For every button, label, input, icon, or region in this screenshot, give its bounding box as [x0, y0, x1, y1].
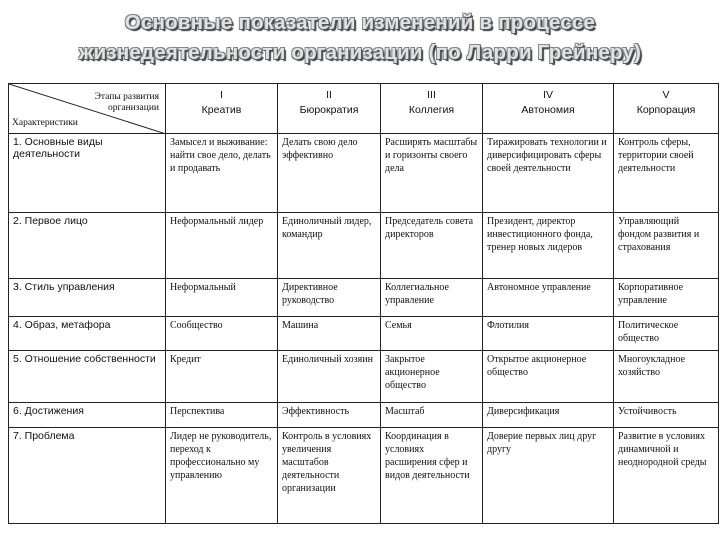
table-cell: Машина: [278, 317, 381, 351]
table-row: [9, 134, 719, 213]
row-label: 2. Первое лицо: [9, 213, 166, 279]
stages-label-line-1: Этапы развития: [94, 92, 159, 102]
column-header-1: [166, 84, 278, 134]
column-number: V: [662, 89, 670, 101]
column-name: Коллегия: [408, 104, 455, 116]
column-header-4: [483, 84, 614, 134]
table-row: [9, 213, 719, 279]
table-cell: Единоличный лидер, командир: [278, 213, 381, 279]
table-row: [9, 428, 719, 524]
table-cell: Президент, директор инвестиционного фонда, тренер новых лидеров: [483, 213, 614, 279]
header-row: [9, 84, 719, 134]
row-label: 1. Основные виды деятельности: [9, 134, 166, 213]
page-title: [0, 8, 720, 68]
table-cell: Лидер не руководитель, переход к профессионально му управлению: [166, 428, 278, 524]
title-line-2: жизнедеятельности организации (по Ларри Грейнеру): [78, 41, 642, 64]
table-cell: Сообщество: [166, 317, 278, 351]
title-line-1: Основные показатели изменений в процессе: [124, 11, 596, 34]
table-cell: Устойчивость: [614, 403, 719, 428]
column-number: II: [326, 89, 332, 101]
column-number: III: [427, 89, 436, 101]
table-cell: Корпоративное управление: [614, 279, 719, 317]
row-label: 6. Достижения: [9, 403, 166, 428]
stages-label-line-2: организации: [107, 103, 159, 113]
row-label: 7. Проблема: [9, 428, 166, 524]
table-corner-cell: [9, 84, 166, 134]
table-cell: Многоукладное хозяйство: [614, 351, 719, 403]
table-cell: Контроль сферы, территории своей деятельности: [614, 134, 719, 213]
greiner-table: [8, 83, 719, 524]
column-name: Корпорация: [636, 104, 696, 116]
table-cell: Развитие в условиях динамичной и неоднородной среды: [614, 428, 719, 524]
table-cell: Открытое акционерное общество: [483, 351, 614, 403]
column-header-2: [278, 84, 381, 134]
table-cell: Управляющий фондом развития и страхования: [614, 213, 719, 279]
column-number: I: [220, 89, 223, 101]
column-name: Автономия: [521, 104, 575, 116]
table-cell: Председатель совета директоров: [381, 213, 483, 279]
table-cell: Политическое общество: [614, 317, 719, 351]
row-label: 5. Отношение собственности: [9, 351, 166, 403]
row-label: 3. Стиль управления: [9, 279, 166, 317]
table-cell: Замысел и выживание: найти свое дело, делать и продавать: [166, 134, 278, 213]
table-cell: Контроль в условиях увеличения масштабов деятельности организации: [278, 428, 381, 524]
column-number: IV: [543, 89, 553, 101]
table-cell: Флотилия: [483, 317, 614, 351]
column-name: Креатив: [201, 104, 242, 116]
characteristics-label: Характеристики: [12, 118, 78, 128]
table-cell: Кредит: [166, 351, 278, 403]
table-row: [9, 279, 719, 317]
table-cell: Перспектива: [166, 403, 278, 428]
table-row: [9, 351, 719, 403]
table-cell: Единоличный хозяин: [278, 351, 381, 403]
table-cell: Масштаб: [381, 403, 483, 428]
table-cell: Координация в условиях расширения сфер и видов деятельности: [381, 428, 483, 524]
table-cell: Диверсификация: [483, 403, 614, 428]
stages-label: [95, 92, 159, 114]
column-header-5: [614, 84, 719, 134]
table-row: [9, 403, 719, 428]
table-cell: Автономное управление: [483, 279, 614, 317]
table-cell: Семья: [381, 317, 483, 351]
row-label: 4. Образ, метафора: [9, 317, 166, 351]
table-cell: Доверие первых лиц друг другу: [483, 428, 614, 524]
table-cell: Эффективность: [278, 403, 381, 428]
column-header-3: [381, 84, 483, 134]
table-cell: Закрытое акционерное общество: [381, 351, 483, 403]
column-name: Бюрократия: [299, 104, 359, 116]
table-cell: Расширять масштабы и горизонты своего дела: [381, 134, 483, 213]
table-cell: Директивное руководство: [278, 279, 381, 317]
table-cell: Неформальный: [166, 279, 278, 317]
table-cell: Тиражировать технологии и диверсифицировать сферы своей деятельности: [483, 134, 614, 213]
table-row: [9, 317, 719, 351]
table-cell: Коллегиальное управление: [381, 279, 483, 317]
table-cell: Неформальный лидер: [166, 213, 278, 279]
table-cell: Делать свою дело эффективно: [278, 134, 381, 213]
